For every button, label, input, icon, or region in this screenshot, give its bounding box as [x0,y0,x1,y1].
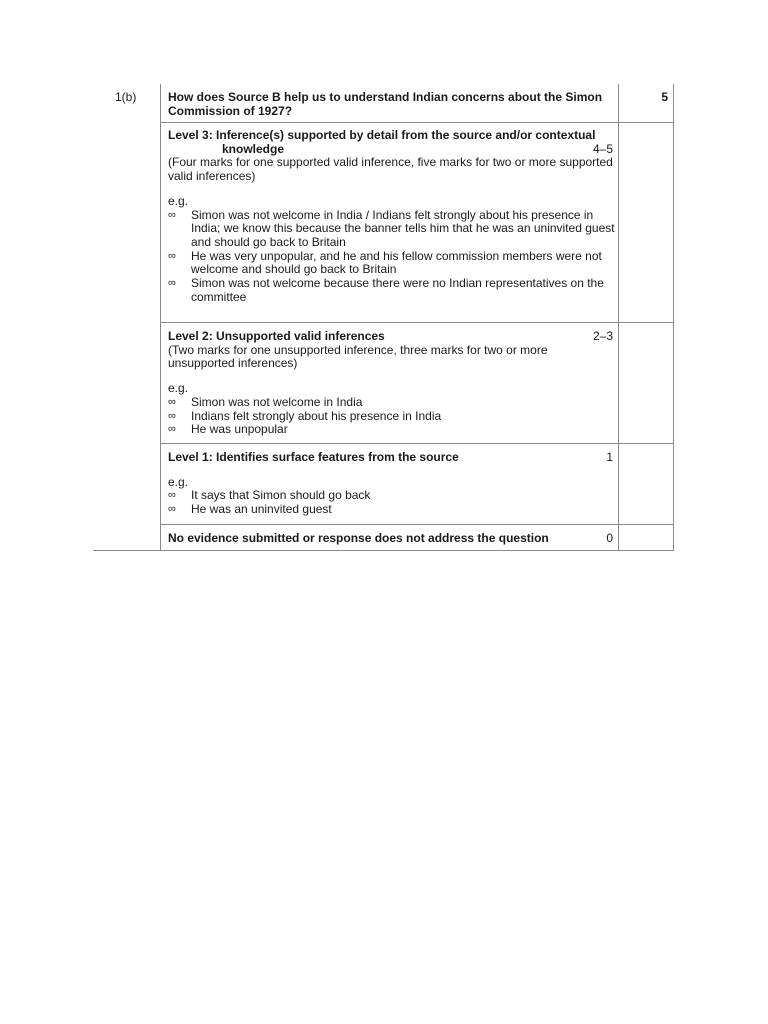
level-2-bullets [168,396,615,437]
bullet-text: He was an uninvited guest [191,502,332,517]
table-bottom-rule [93,550,674,551]
level-2-marks: 2–3 [592,329,613,343]
bullet-text: He was very unpopular, and he and his fellow commission members were not welcome and should go back to Britain [191,248,602,277]
list-item [168,503,615,517]
row-divider [160,122,674,123]
level-2-description: (Two marks for one unsupported inference, three marks for two or more unsupported inferences) [168,342,548,371]
row-divider [160,443,674,444]
row-divider [160,524,674,525]
level-1-title: Level 1: Identifies surface features from the source [168,450,459,464]
level-1-bullets [168,489,615,516]
bullet-text: He was unpopular [191,422,288,437]
level-3-title: Level 3: Inference(s) supported by detail from the source and/or contextual [168,128,596,142]
table-border-left [160,84,161,550]
level-3-eg: e.g. [168,193,189,208]
list-item [168,423,615,437]
level-1-heading [168,451,615,465]
list-item [168,250,615,277]
level-0-title: No evidence submitted or response does not address the question [168,531,549,545]
level-3-heading-cont [168,143,615,157]
bullet-icon: ∞ [168,489,176,502]
bullet-text: Simon was not welcome in India [191,394,363,409]
level-3-heading [168,129,615,143]
list-item [168,209,615,250]
list-item [168,396,615,410]
question-text: How does Source B help us to understand Indian concerns about the Simon Commission of 1927? [168,90,603,118]
level-1-cell [168,451,615,517]
bullet-icon: ∞ [168,503,176,516]
bullet-icon: ∞ [168,208,176,221]
level-2-eg: e.g. [168,381,189,396]
list-item [168,410,615,424]
bullet-icon: ∞ [168,409,176,422]
bullet-icon: ∞ [168,423,176,436]
bullet-icon: ∞ [168,249,176,262]
bullet-icon: ∞ [168,277,176,290]
level-3-cell [168,129,615,304]
level-3-marks: 4–5 [592,141,613,156]
table-border-middle [618,84,619,550]
bullet-text: Simon was not welcome because there were no Indian representatives on the committee [191,276,604,304]
list-item [168,277,615,304]
question-marks: 5 [661,90,668,104]
bullet-text: Simon was not welcome in India / Indians felt strongly about his presence in India; we know this because the banner tells him that he was an uninvited guest and should go back to Britain [191,207,615,249]
level-2-title: Level 2: Unsupported valid inferences [168,329,385,343]
bullet-text: Indians felt strongly about his presence in India [191,408,442,423]
level-3-bullets [168,209,615,305]
table-border-right [673,84,674,550]
level-1-eg: e.g. [168,474,189,489]
level-1-marks: 1 [606,450,613,464]
bullet-text: It says that Simon should go back [191,488,371,503]
level-2-heading [168,330,615,344]
row-divider [160,322,674,323]
level-3-title-cont: knowledge [222,141,285,156]
level-0-row [168,531,615,545]
list-item [168,489,615,503]
question-number: 1(b) [115,90,137,104]
level-2-cell [168,330,615,437]
level-0-marks: 0 [606,531,613,545]
level-3-description: (Four marks for one supported valid inference, five marks for two or more supported valid inferences) [168,155,613,184]
bullet-icon: ∞ [168,395,176,408]
